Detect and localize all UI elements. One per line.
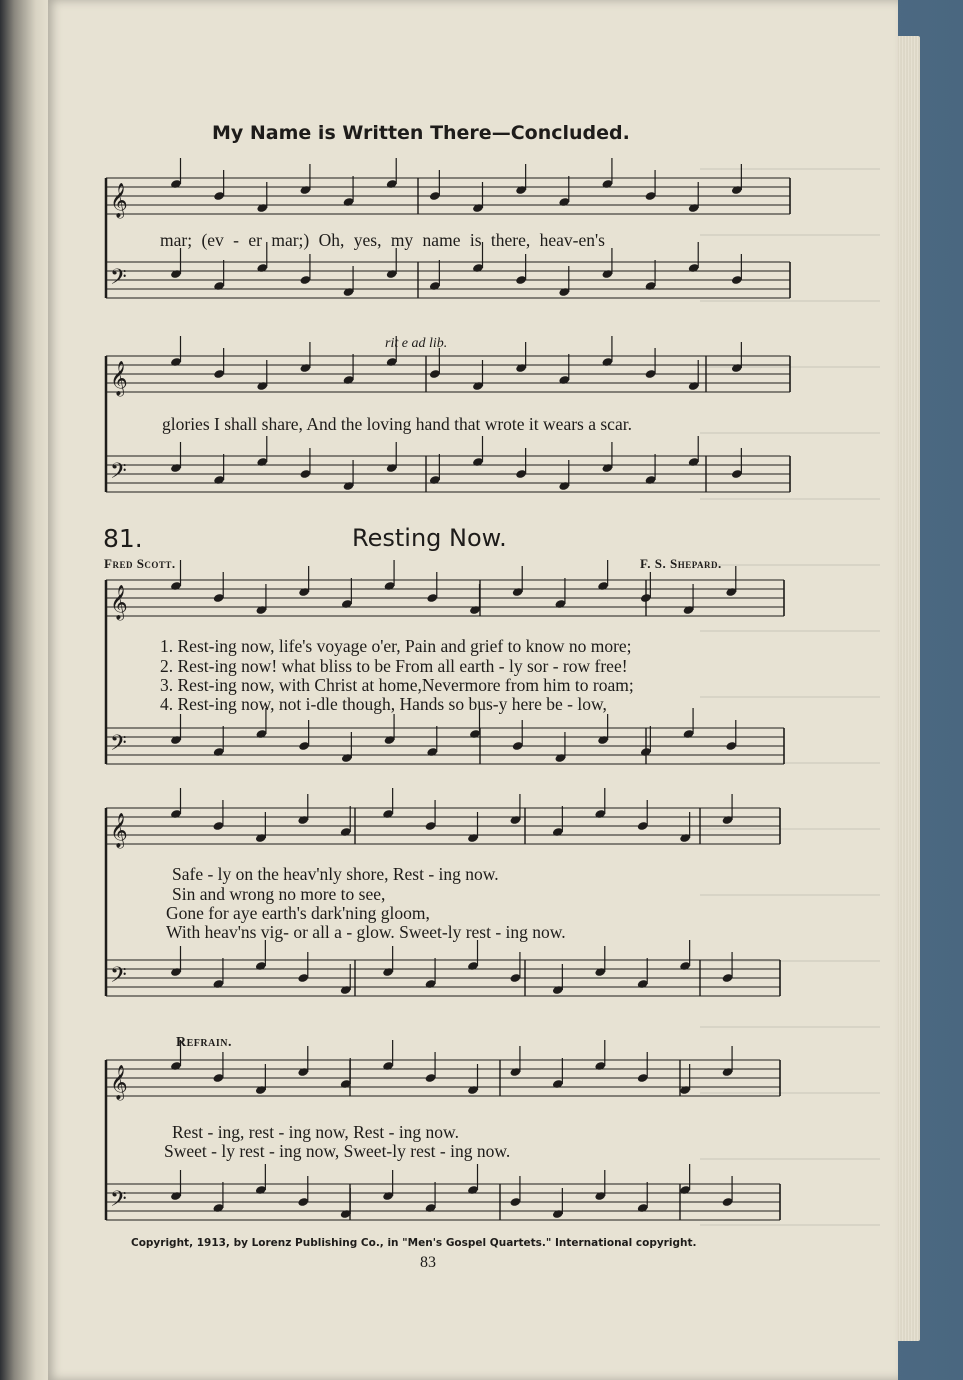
lyric-line: mar; (ev - er mar;) Oh, yes, my name is there, heav-en's (160, 230, 605, 250)
treble-clef: 𝄞 (110, 361, 128, 396)
bass-clef: 𝄢 (110, 265, 127, 295)
verse-line: Sin and wrong no more to see, (172, 884, 386, 904)
treble-clef: 𝄞 (110, 1065, 128, 1100)
verse-line: 4. Rest-ing now, not i-dle though, Hands so bus-y here be - low, (160, 694, 607, 714)
treble-clef: 𝄞 (110, 585, 128, 620)
bass-clef: 𝄢 (110, 459, 127, 489)
lyric-line: glories I shall share, And the loving hand that wrote it wears a scar. (162, 414, 632, 434)
verse-line: 1. Rest-ing now, life's voyage o'er, Pain and grief to know no more; (160, 636, 632, 656)
page-number: 83 (420, 1254, 436, 1271)
song-number: 81. (103, 524, 143, 553)
tempo-marking: rit e ad lib. (385, 336, 448, 351)
treble-clef: 𝄞 (110, 813, 128, 848)
refrain-line: Rest - ing, rest - ing now, Rest - ing now. (172, 1122, 459, 1142)
verse-line: With heav'ns vig- or all a - glow. Sweet-ly rest - ing now. (166, 922, 566, 942)
copyright-notice: Copyright, 1913, by Lorenz Publishing Co., in "Men's Gospel Quartets." International copyright. (131, 1237, 697, 1249)
verse-line: 2. Rest-ing now! what bliss to be From all earth - ly sor - row free! (160, 656, 628, 676)
song-title: Resting Now. (352, 524, 507, 552)
treble-clef: 𝄞 (110, 183, 128, 218)
bass-clef: 𝄢 (110, 1187, 127, 1217)
lyricist-credit: Fred Scott. (104, 556, 176, 571)
verse-line: 3. Rest-ing now, with Christ at home,Nevermore from him to roam; (160, 675, 634, 695)
refrain-line: Sweet - ly rest - ing now, Sweet-ly rest - ing now. (164, 1141, 511, 1161)
bass-clef: 𝄢 (110, 731, 127, 761)
bass-clef: 𝄢 (110, 963, 127, 993)
page-title: My Name is Written There—Concluded. (212, 122, 630, 144)
refrain-label: Refrain. (176, 1035, 232, 1050)
verse-line: Safe - ly on the heav'nly shore, Rest - ing now. (172, 864, 499, 884)
composer-credit: F. S. Shepard. (640, 556, 722, 571)
verse-line: Gone for aye earth's dark'ning gloom, (166, 903, 430, 923)
